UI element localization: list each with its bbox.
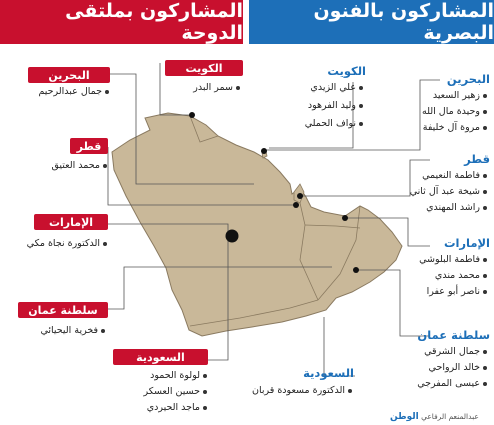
right-name-kuwait-3: نواف الحملي [258, 118, 366, 129]
brand-logo: الوطن [390, 412, 419, 422]
riyadh-marker [226, 230, 239, 243]
left-name-uae: الدكتورة نجاة مكي [4, 238, 110, 249]
right-name-kuwait-2: وليد الفرهود [258, 100, 366, 111]
left-label-bahrain: البحرين [28, 67, 110, 83]
visual-arts-header: المشاركون بالفنون البصرية [249, 0, 494, 44]
bullet-icon [483, 350, 487, 354]
right-name-oman-1: جمال الشرقي [384, 346, 490, 357]
right-name-bahrain-2: وحيدة مال الله [384, 106, 490, 117]
left-name-kuwait: سمر البدر [175, 82, 243, 93]
bullet-icon [483, 206, 487, 210]
saudi-east-marker [293, 202, 299, 208]
bullet-icon [203, 390, 207, 394]
right-name-saudi-1: الدكتورة مسعودة قربان [220, 385, 355, 396]
left-label-saudi: السعودية [113, 349, 208, 365]
left-label-qatar: قطر [70, 138, 108, 154]
right-name-qatar-3: راشد المهندي [384, 202, 490, 213]
bullet-icon [483, 94, 487, 98]
right-label-oman: سلطنة عمان [417, 328, 490, 342]
oman-marker [353, 267, 359, 273]
bullet-icon [103, 242, 107, 246]
qatar-marker [297, 193, 303, 199]
left-label-kuwait: الكويت [165, 60, 243, 76]
right-name-oman-2: خالد الرواحي [384, 362, 490, 373]
bullet-icon [483, 174, 487, 178]
bullet-icon [483, 274, 487, 278]
right-name-qatar-1: فاطمة النعيمي [384, 170, 490, 181]
right-label-bahrain: البحرين [446, 72, 490, 86]
right-name-kuwait-1: علي الزيدي [258, 82, 366, 93]
right-name-bahrain-3: مروة آل خليفة [384, 122, 490, 133]
left-name-saudi-3: ماجد الحيردي [100, 402, 210, 413]
bullet-icon [483, 126, 487, 130]
left-label-oman: سلطنة عمان [18, 302, 108, 318]
left-name-oman: فخرية اليحيائي [10, 325, 108, 336]
bullet-icon [483, 366, 487, 370]
bullet-icon [483, 382, 487, 386]
bullet-icon [105, 90, 109, 94]
left-name-bahrain: جمال عبدالرحيم [32, 86, 112, 97]
bullet-icon [101, 329, 105, 333]
bullet-icon [203, 406, 207, 410]
left-label-uae: الإمارات [34, 214, 108, 230]
bullet-icon [359, 122, 363, 126]
right-name-qatar-2: شيخة عبد آل ثاني [384, 186, 490, 197]
bullet-icon [203, 374, 207, 378]
bullet-icon [483, 258, 487, 262]
left-name-saudi-1: لولوة الحمود [100, 370, 210, 381]
doha-forum-header: المشاركون بملتقى الدوحة [0, 0, 243, 44]
right-name-uae-1: فاطمة البلوشي [384, 254, 490, 265]
right-label-kuwait: الكويت [327, 64, 366, 78]
right-name-bahrain-1: زهير السعيد [384, 90, 490, 101]
credit-line [390, 412, 479, 422]
bullet-icon [359, 86, 363, 90]
left-name-saudi-2: حسين العسكر [100, 386, 210, 397]
bullet-icon [483, 190, 487, 194]
left-name-qatar: محمد العتيق [20, 160, 110, 171]
right-name-uae-2: محمد مندي [384, 270, 490, 281]
credit-author: عبدالمنعم الرفاعي [421, 412, 479, 421]
bullet-icon [236, 86, 240, 90]
bullet-icon [483, 110, 487, 114]
right-name-oman-3: عيسى المفرجي [384, 378, 490, 389]
kuwait-marker [189, 112, 195, 118]
bahrain-marker [261, 148, 267, 154]
uae-marker [342, 215, 348, 221]
bullet-icon [348, 389, 352, 393]
bullet-icon [359, 104, 363, 108]
right-label-saudi: السعودية [303, 366, 354, 380]
right-label-qatar: قطر [464, 152, 490, 166]
bullet-icon [483, 290, 487, 294]
right-label-uae: الإمارات [443, 236, 490, 250]
arabian-peninsula-shape [112, 113, 402, 336]
bullet-icon [103, 164, 107, 168]
right-name-uae-3: ناصر أبو عفرا [384, 286, 490, 297]
